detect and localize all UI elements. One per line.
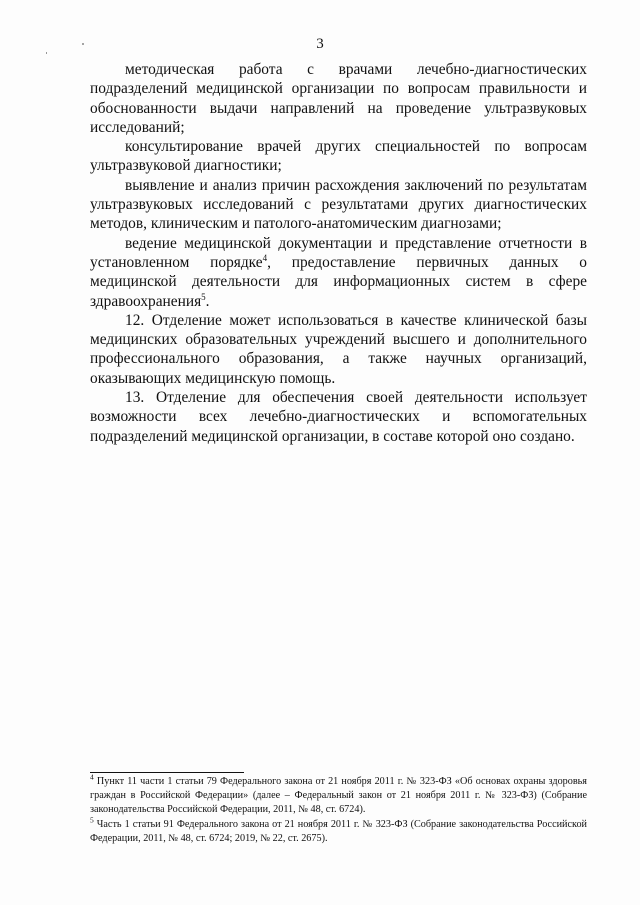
footnote-ref-5[interactable]: 5 [201,291,206,302]
footnote-separator [90,772,244,773]
footnote-ref-4[interactable]: 4 [262,252,268,263]
footnotes [90,772,587,846]
footnote-4: $^4$ Пункт 11 части 1 статьи 79 Федерального закона от 21 ноября 2011 г. № 323-ФЗ «Об основах охраны здоровья граждан в Российской Федерации» (далее – Федеральный закон от 21 ноября 2011 г. № 323-ФЗ) (Собрание законодательства Российской Федерации, 2011, № 48, ст. 6724). [90,772,587,816]
paragraph-item-12: 12. Отделение может использоваться в качестве клинической базы медицинских образовательных учреждений высшего и дополнительного профессионального образования, а также научных организаций, оказывающих медицинскую помощь. [90,311,587,387]
body-text [90,60,587,446]
paragraph-methodical-work: методическая работа с врачами лечебно-диагностических подразделений медицинской организации по вопросам правильности и обоснованности выдачи направлений на проведение ультразвуковых исследований; [90,61,587,136]
paragraph-discrepancy-analysis: выявление и анализ причин расхождения заключений по результатам ультразвуковых исследований с результатами других диагностических методов, клиническим и патолого-анатомическим диагнозами; [90,176,587,233]
paragraph-consulting: консультирование врачей других специальностей по вопросам ультразвуковой диагностики; [90,138,587,175]
page-number: 3 [316,36,324,52]
paragraph-documentation: ведение медицинской документации и представление отчетности в установленном порядке$^4$, предоставление первичных данных о медицинской деятельности для информационных систем в сфере здравоохранения$^5$. [90,234,588,310]
footnote-5: $^5$ Часть 1 статьи 91 Федерального закона от 21 ноября 2011 г. № 323-ФЗ (Собрание законодательства Российской Федерации, 2011, № 48, ст. 6724; 2019, № 22, ст. 2675). [90,815,587,844]
paragraph-item-13: 13. Отделение для обеспечения своей деятельности использует возможности всех лечебно-диагностических и вспомогательных подразделений медицинской организации, в составе которой оно создано. [90,389,587,445]
